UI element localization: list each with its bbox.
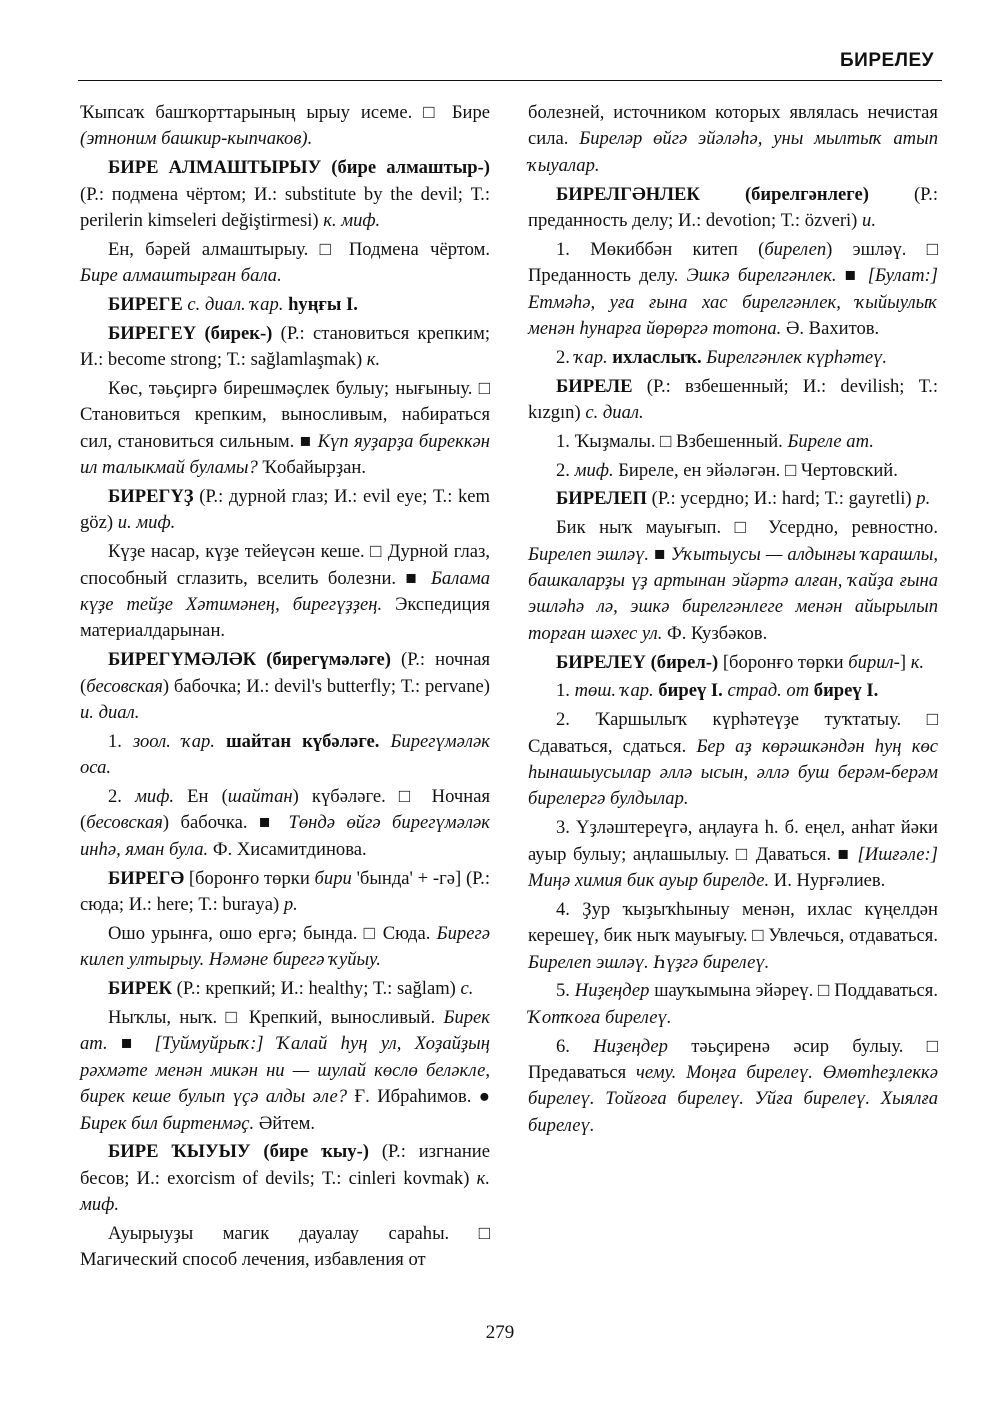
italic-text: с. диал. — [585, 402, 644, 424]
headword-text: БИРЕГҮҘ — [108, 486, 194, 508]
entry-text: Күҙе насар, күҙе тейеүсән кеше. □ Дурной глаз, способный сглазить, вселить болезни. ■ — [80, 541, 490, 589]
entry-text: ■ — [836, 265, 868, 287]
left-entry — [80, 237, 490, 290]
left-entry — [80, 292, 490, 318]
entry-text: Ошо урынға, ошо ергә; бында. □ Сюда. — [108, 922, 437, 944]
right-entry — [528, 345, 938, 371]
entry-text: (Р.: изгнание бесов; И.: exorcism of devils; Т.: cinleri kovmak) — [80, 1141, 490, 1189]
entry-text: И. Нурғәлиев. — [769, 870, 886, 892]
entry-text: 3. Үҙләштереүгә, аңлауға һ. б. еңел, анһат йәки ауыр булыу; аңлашылыу. □ Даваться. ■ — [528, 817, 938, 865]
italic-text: к. миф. — [323, 210, 381, 232]
headword-text: БИРЕГЕҮ (бирек-) — [108, 322, 273, 344]
headword-text: БИРЕГЕ — [108, 294, 183, 316]
right-entry — [528, 815, 938, 894]
entry-text: Ф. Кузбәков. — [662, 622, 768, 644]
headword-text: БИРЕГӘ — [108, 867, 185, 889]
italic-text: миф. — [135, 786, 175, 808]
left-column — [80, 100, 490, 1276]
italic-text: страд. от — [722, 680, 814, 702]
entry-text: 4. Ҙур ҡыҙыҡһыныу менән, ихлас күңелдән керешеү, бик ныҡ мауығыу. □ Увлечься, отдаваться. — [528, 898, 938, 947]
entry-text: шауҡымына эйәреү. □ Поддаваться. — [649, 980, 938, 1002]
entry-text: (Р.: усердно; И.: hard; Т.: gayretli) — [647, 488, 917, 510]
right-entry — [528, 486, 938, 512]
entry-text: ) бабочка. ■ — [162, 812, 289, 834]
italic-text: Бирегүмәләк оса. — [80, 730, 490, 779]
left-entry — [80, 1221, 490, 1274]
italic-text: миф. — [574, 459, 614, 481]
italic-text: бирелеп — [764, 238, 827, 260]
entry-text: ) күбәләге. □ Ночная ( — [80, 786, 491, 834]
left-entry — [80, 1005, 490, 1137]
italic-text: Уҡытыусы — алдынғы ҡарашлы, башкаларҙы үҙ артынан эйәртә алған, ҡайҙа ғына эшләһә лә, эшкә бирелгәнлеге менән айырылып торған шәхес ул. — [528, 543, 938, 644]
entry-text: Ауырыуҙы магик дауалау сараһы. □ Магический способ лечения, избавления от — [80, 1222, 490, 1271]
left-entry — [80, 100, 490, 153]
italic-text: [Туймуйрыҡ:] Ҡалай һуң ул, Хоҙайҙың рәхмәте менән микән ни — шулай көслө беләкле, бирек кеше булып үҫә алды әле? — [80, 1033, 490, 1108]
italic-text: и. диал. — [80, 702, 140, 724]
entry-text: Ен, бәрей алмаштырыу. □ Подмена чёртом. — [108, 238, 490, 260]
left-entry — [80, 1139, 490, 1218]
italic-text: Бире алмаштырған бала. — [80, 265, 282, 287]
left-entry — [80, 484, 490, 537]
running-head: БИРЕЛЕУ — [840, 50, 934, 71]
right-entry — [528, 374, 938, 427]
left-entry — [80, 729, 490, 782]
italic-text: бирил- — [848, 651, 900, 673]
left-entry — [80, 976, 490, 1002]
entry-text: Экспедиция материалдарынан. — [80, 594, 490, 642]
entry-text: Ен ( — [174, 786, 228, 808]
italic-text: бесовская — [86, 812, 163, 834]
italic-text: Төндә өйгә бирегүмәләк инһә, яман була. — [80, 812, 490, 860]
right-entry — [528, 515, 938, 647]
italic-text: Ниҙеңдер — [574, 980, 650, 1002]
italic-text: Бирелеп эшләү. Һүҙгә бирелеү. — [528, 951, 770, 973]
headword-text: шайтан күбәләге. — [225, 730, 380, 752]
italic-text: Бирегә килеп ултырыу. Нәмәне бирегә ҡуйыу. — [80, 922, 490, 971]
italic-text: с. — [460, 978, 474, 1000]
entry-text: [боронғо төрки — [718, 651, 849, 673]
italic-text: Ниҙеңдер — [593, 1035, 668, 1057]
right-entry — [528, 237, 938, 343]
italic-text: төш. ҡар. — [574, 680, 659, 702]
headword-text: БИРЕЛЕ — [556, 375, 633, 397]
entry-text: Ҡобайырҙан. — [257, 457, 366, 479]
italic-text: бесовская — [86, 675, 163, 697]
headword-text: БИРЕ АЛМАШТЫРЫУ (бире алмаштыр-) — [108, 157, 490, 179]
italic-text: бири — [314, 867, 352, 889]
right-entry — [528, 897, 938, 976]
entry-text: Ныҡлы, ныҡ. □ Крепкий, выносливый. — [108, 1006, 444, 1028]
italic-text: Бирелеп эшләү. — [528, 543, 650, 565]
entry-text: 2. — [108, 786, 136, 808]
header-rule — [78, 80, 942, 81]
entry-text: 'бында' + -гә] (Р.: сюда; И.: here; Т.: buraya) — [80, 867, 490, 916]
right-entry — [528, 429, 938, 455]
entry-text: Бик ныҡ мауығып. □ Усердно, ревностно. — [556, 517, 938, 539]
headword-text: БИРЕЛЕҮ (бирел-) — [556, 651, 719, 673]
italic-text: чему. Моңға бирелеү. Өмөтһеҙлеккә бирелеү. Тойғоға бирелеү. Уйға бирелеү. Хыялға бирелеү. — [528, 1062, 939, 1136]
italic-text: Бирек бил биртенмәҫ. — [80, 1112, 255, 1134]
italic-text: Биреләр өйгә эйәләһә, уны мылтыҡ атып ҡыуалар. — [528, 128, 938, 176]
right-column — [528, 100, 938, 1142]
headword-text: ихласлыҡ. — [612, 346, 702, 368]
entry-text: Биреле, ен эйәләгән. □ Чертовский. — [613, 459, 898, 481]
entry-text: Ә. Вахитов. — [781, 318, 880, 340]
italic-text: и. — [862, 210, 876, 232]
right-entry — [528, 707, 938, 813]
entry-text: [боронғо төрки — [184, 867, 315, 889]
page-number: 279 — [485, 1322, 515, 1343]
italic-text: Ҡотҡоға бирелеү. — [528, 1006, 672, 1028]
headword-text: БИРЕГҮМӘЛӘК (бирегүмәләге) — [108, 649, 391, 671]
entry-text: (Р.: преданность делу; И.: devotion; Т.: özveri) — [528, 183, 938, 232]
entry-text: (Р.: дурной глаз; И.: evil eye; Т.: kem göz) — [80, 486, 490, 534]
right-entry — [528, 650, 938, 676]
entry-text: Әйтем. — [254, 1112, 316, 1134]
headword-text: БИРЕК — [108, 978, 172, 1000]
italic-text: с. диал. ҡар. — [182, 294, 289, 316]
right-entry — [528, 678, 938, 704]
entry-text: ■ — [107, 1033, 155, 1055]
entry-text: 1. Ҡыҙмалы. □ Взбешенный. — [556, 430, 788, 452]
right-entry — [528, 100, 938, 179]
left-entry — [80, 784, 490, 863]
entry-text: 5. — [556, 980, 575, 1002]
italic-text: (этноним башкир-кыпчаков). — [80, 128, 313, 150]
entry-text: 6. — [556, 1035, 594, 1057]
italic-text: к. миф. — [80, 1167, 490, 1216]
entry-text: Көс, тәьҫиргә бирешмәҫлек булыу; нығыныу. □ Становиться крепким, выносливым, набираться сил, становиться сильным. ■ — [80, 378, 490, 452]
italic-text: р. — [916, 488, 931, 510]
entry-text: (Р.: крепкий; И.: healthy; Т.: sağlam) — [172, 978, 461, 1000]
headword-text: биреү I. — [658, 680, 723, 702]
entry-text: (Р.: ночная ( — [80, 649, 490, 697]
entry-text: Ф. Хисамитдинова. — [208, 838, 367, 860]
entry-text: Ғ. Ибраһимов. ● — [347, 1086, 490, 1108]
right-entry — [528, 182, 938, 235]
left-entry — [80, 921, 490, 974]
entry-text: болезней, источником которых являлась нечистая сила. — [528, 102, 938, 150]
entry-text: 1. — [556, 680, 575, 702]
entry-text: 2. Ҡаршылыҡ күрһәтеүҙе туҡтатыу. □ Сдаваться, сдаться. — [528, 709, 938, 757]
left-entry — [80, 321, 490, 374]
headword-text: БИРЕЛЕП — [556, 488, 647, 510]
italic-text: Биреле ат. — [787, 430, 874, 452]
italic-text: шайтан — [227, 786, 293, 808]
right-entry — [528, 458, 938, 484]
italic-text: к. — [366, 349, 381, 371]
entry-text: 2. — [556, 459, 575, 481]
italic-text: Бирелгәнлек күрһәтеү. — [701, 346, 888, 368]
italic-text: Балама күҙе тейҙе Хәтимәнең, бирегүҙҙең. — [80, 567, 490, 616]
entry-text: 1. Мөкиббән китеп ( — [556, 238, 765, 260]
entry-text: (Р.: подмена чёртом; И.: substitute by the devil; Т.: perilerin kimseleri değiştirmesi) — [80, 183, 490, 232]
entry-text: ■ — [649, 543, 671, 565]
italic-text: Күп яуҙарҙа биреккән ил талыкмай буламы? — [80, 430, 490, 479]
left-entry — [80, 866, 490, 919]
headword-text: БИРЕЛГӘНЛЕК (бирелгәнлеге) — [556, 183, 869, 205]
italic-text: зоол. ҡар. — [132, 730, 226, 752]
entry-text: (Р.: становиться крепким; И.: become strong; Т.: sağlamlaşmak) — [80, 322, 490, 371]
entry-text: ] — [899, 651, 911, 673]
left-entry — [80, 376, 490, 482]
italic-text: Бирек ат. — [80, 1006, 490, 1055]
left-entry — [80, 155, 490, 234]
left-entry — [80, 539, 490, 645]
entry-text: тәьҫиренә әсир булыу. □ Предаваться — [528, 1035, 938, 1084]
entry-text: ) бабочка; И.: devil's butterfly; Т.: pervane) — [162, 675, 490, 697]
italic-text: [Ишғәле:] Миңә химия бик ауыр бирелде. — [528, 843, 938, 892]
right-entry — [528, 1034, 938, 1140]
right-entry — [528, 978, 938, 1031]
entry-text: 2. — [556, 346, 575, 368]
headword-text: биреү I. — [813, 680, 879, 702]
italic-text: Эшкә бирелгәнлек. — [686, 265, 837, 287]
headword-text: һуңғы I. — [288, 294, 358, 316]
headword-text: БИРЕ ҠЫУЫУ (бире ҡыу-) — [108, 1141, 369, 1163]
entry-text: Ҡыпсаҡ башҡорттарының ырыу исеме. □ Бире — [80, 102, 490, 123]
italic-text: р. — [283, 894, 298, 916]
italic-text: и. миф. — [117, 512, 176, 534]
italic-text: ҡар. — [574, 346, 613, 368]
entry-text: (Р.: взбешенный; И.: devilish; Т.: kızgın) — [528, 375, 938, 424]
entry-text: 1. — [108, 730, 133, 752]
italic-text: к. — [910, 651, 925, 673]
entry-text: ) эшләү. □ Преданность делу. — [528, 238, 938, 287]
italic-text: Бер аҙ көрәшкәндән һуң көс һынашыусылар әллә ысын, әллә буш берәм-берәм бирелергә булдылар. — [528, 735, 938, 810]
left-entry — [80, 647, 490, 726]
italic-text: [Булат:] Етмәһә, уға ғына хас бирелгәнлек, ҡыйыулыҡ менән һунарға йөрөргә тотона. — [528, 265, 938, 340]
